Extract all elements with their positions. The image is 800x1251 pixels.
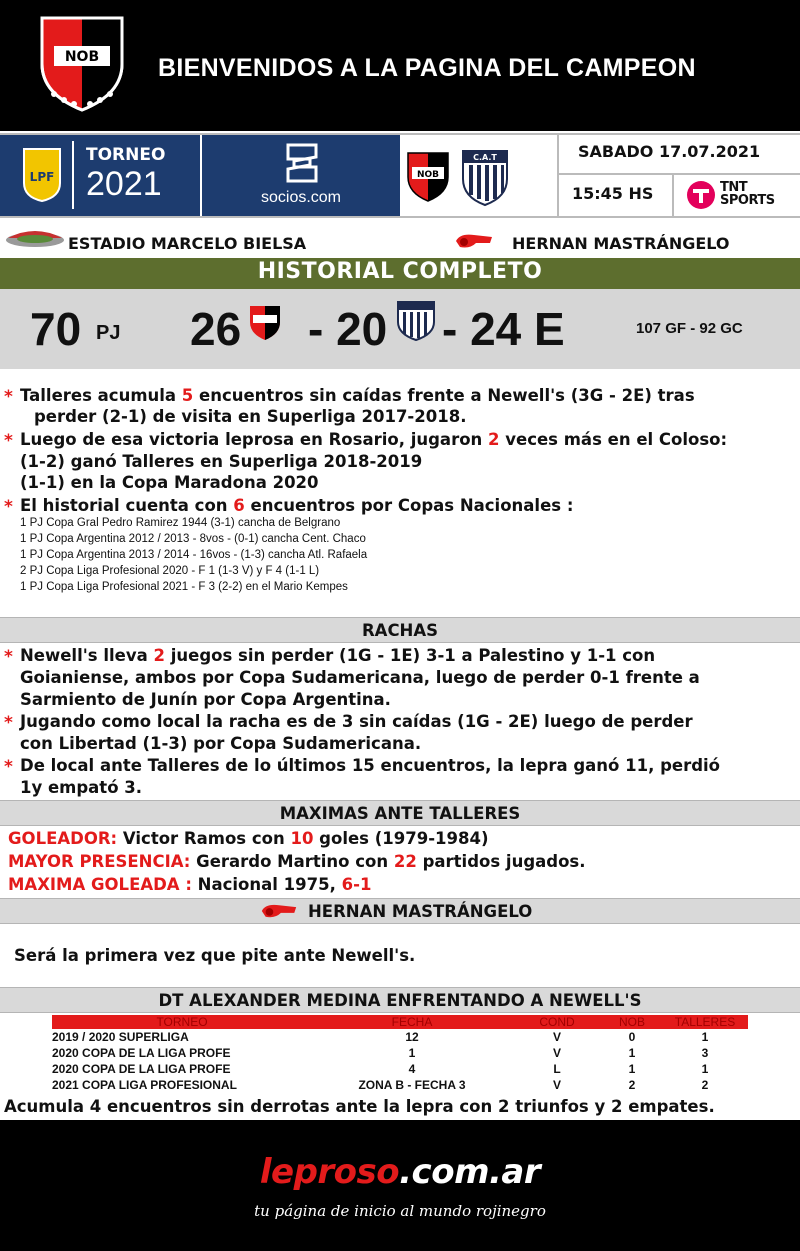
page-title: BIENVENIDOS A LA PAGINA DEL CAMPEON bbox=[158, 54, 696, 82]
table-row bbox=[52, 1045, 748, 1061]
col-header: TALLERES bbox=[662, 1015, 748, 1029]
rachas-line: De local ante Talleres de lo últimos 15 encuentros, la lepra ganó 11, perdió bbox=[20, 756, 721, 775]
copa-item: 1 PJ Copa Argentina 2012 / 2013 - 8vos - (0-1) cancha Cent. Chaco bbox=[20, 533, 366, 545]
cell-cond: V bbox=[552, 1078, 561, 1092]
talleres-wins: - 20 bbox=[308, 303, 388, 355]
rachas-line bbox=[20, 646, 655, 665]
cell-talleres: 1 bbox=[701, 1062, 709, 1076]
maxima-presencia bbox=[8, 852, 586, 871]
copa-item: 1 PJ Copa Gral Pedro Ramirez 1944 (3-1) cancha de Belgrano bbox=[20, 517, 341, 529]
whistle-icon bbox=[258, 901, 300, 921]
cell-nob: 1 bbox=[628, 1046, 636, 1060]
highlight-number: 2 bbox=[488, 430, 500, 449]
talleres-badge-icon bbox=[460, 149, 510, 207]
bullet-star: * bbox=[4, 757, 13, 777]
logo-main: leproso bbox=[259, 1152, 400, 1192]
text-fragment: Luego de esa victoria leprosa en Rosario, jugaron bbox=[20, 430, 489, 449]
torneo-logo bbox=[0, 135, 200, 216]
dt-title: DT ALEXANDER MEDINA ENFRENTANDO A NEWELL'S bbox=[158, 991, 642, 1010]
cell-fecha: 4 bbox=[408, 1062, 416, 1076]
referee-note: Será la primera vez que pite ante Newell's. bbox=[14, 946, 416, 965]
highlight-number: 22 bbox=[393, 852, 417, 871]
played-label: PJ bbox=[96, 322, 121, 344]
nob-wins: 26 bbox=[190, 303, 242, 355]
divider bbox=[672, 175, 674, 216]
home-badge-text: NOB bbox=[416, 170, 440, 180]
rachas-line: Jugando como local la racha es de 3 sin caídas (1G - 2E) luego de perder bbox=[20, 712, 693, 731]
text-fragment: El historial cuenta con bbox=[20, 496, 234, 515]
nob-mini-crest-icon bbox=[248, 304, 282, 342]
table-row bbox=[52, 1061, 748, 1077]
text-fragment: veces más en el Coloso: bbox=[499, 430, 728, 449]
bullet-star: * bbox=[4, 387, 13, 407]
socios-icon bbox=[282, 141, 322, 185]
highlight-number: 10 bbox=[290, 829, 314, 848]
dt-results-table bbox=[52, 1015, 748, 1093]
historial-line bbox=[20, 496, 573, 515]
copa-item: 1 PJ Copa Argentina 2013 / 2014 - 16vos - (1-3) cancha Atl. Rafaela bbox=[20, 549, 368, 561]
historial-title: HISTORIAL COMPLETO bbox=[257, 259, 543, 284]
highlight-number: 6 bbox=[233, 496, 245, 515]
maxima-goleada bbox=[8, 875, 371, 894]
text-fragment: encuentros sin caídas frente a Newell's (3G - 2E) tras bbox=[193, 386, 695, 405]
label: MAYOR PRESENCIA: bbox=[8, 852, 191, 871]
text-fragment: Victor Ramos con bbox=[117, 829, 291, 848]
cell-nob: 0 bbox=[628, 1030, 636, 1044]
whistle-icon bbox=[452, 231, 496, 251]
text-fragment: Gerardo Martino con bbox=[190, 852, 394, 871]
col-header: FECHA bbox=[312, 1015, 512, 1029]
cell-talleres: 3 bbox=[701, 1046, 709, 1060]
cell-torneo: 2020 COPA DE LA LIGA PROFE bbox=[52, 1062, 231, 1076]
historial-line bbox=[20, 386, 695, 405]
footer-tagline: tu página de inicio al mundo rojinegro bbox=[254, 1202, 546, 1220]
copa-item: 2 PJ Copa Liga Profesional 2020 - F 1 (1-3 V) y F 4 (1-1 L) bbox=[20, 565, 320, 577]
torneo-year: 2021 bbox=[86, 165, 162, 203]
table-row bbox=[52, 1077, 748, 1093]
goals-summary: 107 GF - 92 GC bbox=[636, 320, 743, 337]
cell-talleres: 2 bbox=[701, 1078, 709, 1092]
stadium-icon bbox=[4, 226, 66, 248]
nob-crest-icon bbox=[34, 14, 130, 114]
text-fragment: Newell's lleva bbox=[20, 646, 154, 665]
text-fragment: Talleres acumula bbox=[20, 386, 182, 405]
cell-nob: 2 bbox=[628, 1078, 636, 1092]
tnt-icon bbox=[686, 179, 716, 211]
text-fragment: juegos sin perder (1G - 1E) 3-1 a Palestino y 1-1 con bbox=[164, 646, 656, 665]
divider bbox=[557, 135, 559, 216]
torneo-label: TORNEO bbox=[86, 145, 166, 165]
footer-logo-link[interactable] bbox=[0, 1152, 800, 1192]
match-time: 15:45 HS bbox=[572, 184, 654, 203]
label: GOLEADOR: bbox=[8, 829, 118, 848]
crest-text: NOB bbox=[64, 49, 100, 65]
historial-line: perder (2-1) de visita en Superliga 2017-2018. bbox=[34, 407, 467, 426]
cell-nob: 1 bbox=[628, 1062, 636, 1076]
maxima-goleador bbox=[8, 829, 489, 848]
referee-section-title: HERNAN MASTRÁNGELO bbox=[308, 902, 533, 921]
nob-badge-icon bbox=[404, 151, 452, 203]
rachas-line: 1y empató 3. bbox=[20, 778, 143, 797]
text-fragment: Nacional 1975, bbox=[191, 875, 342, 894]
copa-item: 1 PJ Copa Liga Profesional 2021 - F 3 (2-2) en el Mario Kempes bbox=[20, 581, 348, 593]
stadium-name: ESTADIO MARCELO BIELSA bbox=[68, 234, 307, 253]
bullet-star: * bbox=[4, 497, 13, 517]
match-info-band bbox=[0, 133, 800, 218]
referee-name: HERNAN MASTRÁNGELO bbox=[512, 234, 730, 253]
rachas-title: RACHAS bbox=[361, 621, 439, 640]
rachas-line: Goianiense, ambos por Copa Sudamericana, luego de perder 0-1 frente a bbox=[20, 668, 700, 687]
historial-line bbox=[20, 430, 727, 449]
table-header-row bbox=[52, 1015, 748, 1029]
cell-fecha: 12 bbox=[405, 1030, 419, 1044]
highlight-number: 2 bbox=[153, 646, 165, 665]
text-fragment: encuentros por Copas Nacionales : bbox=[244, 496, 574, 515]
cell-torneo: 2021 COPA LIGA PROFESIONAL bbox=[52, 1078, 237, 1092]
cell-torneo: 2020 COPA DE LA LIGA PROFE bbox=[52, 1046, 231, 1060]
bullet-star: * bbox=[4, 431, 13, 451]
highlight-number: 5 bbox=[181, 386, 194, 405]
col-header: COND bbox=[512, 1015, 602, 1029]
match-date: SABADO 17.07.2021 bbox=[578, 142, 761, 161]
text-fragment: partidos jugados. bbox=[416, 852, 586, 871]
cell-talleres: 1 bbox=[701, 1030, 709, 1044]
bullet-star: * bbox=[4, 647, 13, 667]
col-header: TORNEO bbox=[52, 1015, 312, 1029]
historial-line: (1-2) ganó Talleres en Superliga 2018-2019 bbox=[20, 452, 423, 471]
played-count: 70 bbox=[30, 303, 82, 355]
cell-cond: V bbox=[552, 1030, 561, 1044]
highlight-number: 6-1 bbox=[341, 875, 372, 894]
maximas-title: MAXIMAS ANTE TALLERES bbox=[279, 804, 521, 823]
cell-cond: L bbox=[553, 1062, 561, 1076]
dt-summary: Acumula 4 encuentros sin derrotas ante la lepra con 2 triunfos y 2 empates. bbox=[4, 1097, 715, 1116]
rachas-line: Sarmiento de Junín por Copa Argentina. bbox=[20, 690, 391, 709]
cell-cond: V bbox=[552, 1046, 561, 1060]
talleres-mini-crest-icon bbox=[396, 300, 436, 342]
tv-channel: TNT SPORTS bbox=[720, 180, 775, 208]
sponsor-name: socios.com bbox=[260, 189, 342, 206]
divider bbox=[72, 141, 74, 209]
col-header: NOB bbox=[602, 1015, 662, 1029]
cell-fecha: 1 bbox=[408, 1046, 416, 1060]
rachas-line: con Libertad (1-3) por Copa Sudamericana. bbox=[20, 734, 422, 753]
cell-torneo: 2019 / 2020 SUPERLIGA bbox=[52, 1030, 189, 1044]
lpf-shield-icon bbox=[22, 147, 62, 203]
logo-domain: .com.ar bbox=[399, 1152, 541, 1192]
lpf-label: LPF bbox=[29, 170, 55, 184]
draws: - 24 E bbox=[442, 303, 565, 355]
table-row bbox=[52, 1029, 748, 1045]
bullet-star: * bbox=[4, 713, 13, 733]
divider bbox=[559, 173, 800, 175]
cell-fecha: ZONA B - FECHA 3 bbox=[358, 1078, 466, 1092]
label: MAXIMA GOLEADA : bbox=[8, 875, 192, 894]
away-badge-text: C.A.T bbox=[473, 153, 497, 162]
sponsor-logo bbox=[202, 135, 400, 216]
historial-line: (1-1) en la Copa Maradona 2020 bbox=[20, 473, 319, 492]
text-fragment: goles (1979-1984) bbox=[313, 829, 489, 848]
